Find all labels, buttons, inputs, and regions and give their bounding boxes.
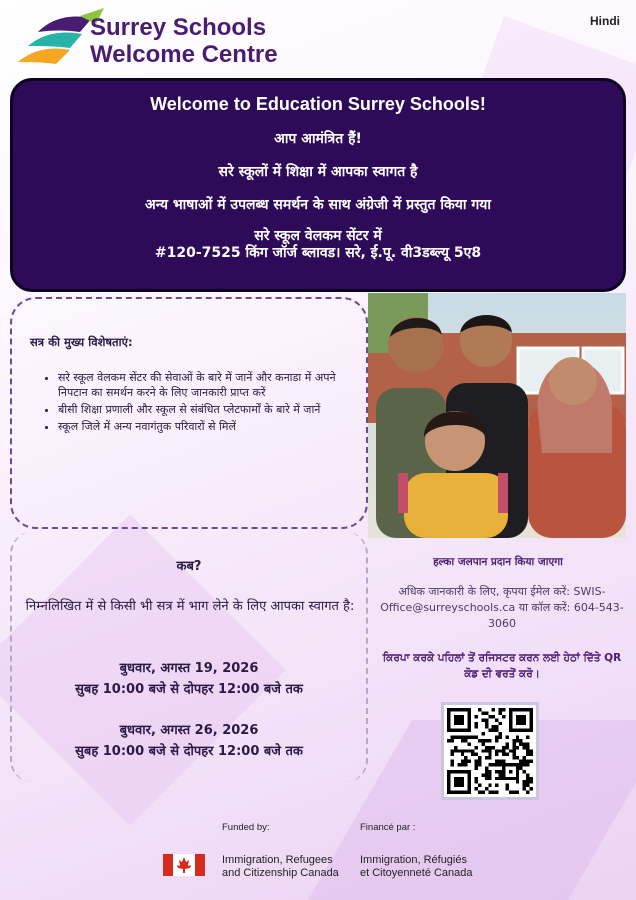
session-time: सुबह 10:00 बजे से दोपहर 12:00 बजे तक — [75, 744, 303, 759]
qr-instruction: ਕਿਰਪਾ ਕਰਕੇ ਪਹਿਲਾਂ ਤੋਂ ਰਜਿਸਟਰ ਕਰਨ ਲਈ ਹੇਠਾਂ ਦਿੱਤੇ QR ਕੋਡ ਦੀ ਵਰਤੋਂ ਕਰੋ। — [382, 652, 622, 680]
qr-code-icon[interactable] — [441, 702, 539, 800]
location-line-2: #120-7525 किंग जॉर्ज ब्लावड। सरे, ई.पू. वी3डब्ल्यू 5ए8 — [154, 245, 482, 261]
brand-line-1: Surrey Schools — [90, 14, 267, 41]
list-item: • बीसी शिक्षा प्रणाली और स्कूल से संबंधित प्लेटफार्मों के बारे में जानें — [58, 402, 346, 417]
welcome-text: सरे स्कूलों में शिक्षा में आपका स्वागत है — [218, 164, 418, 180]
contact-info: अधिक जानकारी के लिए, कृपया ईमेल करें: SWIS-Office@surreyschools.ca या कॉल करें: 604-543-3060 — [380, 585, 624, 630]
invited-text: आप आमंत्रित हैं! — [274, 131, 362, 147]
highlights-list — [30, 370, 346, 434]
family-photo-icon — [368, 293, 626, 538]
banner-title: Welcome to Education Surrey Schools! — [150, 94, 486, 114]
canada-flag-icon — [163, 854, 205, 876]
when-heading: कब? — [176, 559, 202, 574]
session-2 — [10, 720, 368, 762]
invite-text: निम्नलिखित में से किसी भी सत्र में भाग लेने के लिए आपका स्वागत है: — [25, 599, 355, 614]
session-time: सुबह 10:00 बजे से दोपहर 12:00 बजे तक — [75, 682, 303, 697]
list-item: • सरे स्कूल वेलकम सेंटर की सेवाओं के बारे में जानें और कनाडा में अपने निपटान का समर्थन करने के लिए जानकारी प्राप्त करें — [58, 370, 346, 400]
finance-par-label: Financé par : — [360, 822, 416, 833]
ircc-fr-line-1: Immigration, Réfugiés — [360, 854, 467, 866]
session-date: बुधवार, अगस्त 26, 2026 — [119, 723, 259, 738]
ircc-en-line-2: and Citizenship Canada — [222, 867, 339, 879]
refreshments-note: हल्का जलपान प्रदान किया जाएगा — [433, 556, 563, 568]
brand-line-2: Welcome Centre — [90, 41, 278, 68]
ircc-french — [360, 854, 473, 880]
welcome-banner — [10, 78, 626, 292]
session-highlights — [10, 297, 368, 529]
language-label: Hindi — [590, 14, 620, 28]
brand-name — [90, 14, 278, 68]
ircc-en-line-1: Immigration, Refugees — [222, 854, 333, 866]
ircc-fr-line-2: et Citoyenneté Canada — [360, 867, 473, 879]
ircc-english — [222, 854, 339, 880]
funded-by-label: Funded by: — [222, 822, 270, 833]
list-item: • स्कूल जिले में अन्य नवागंतुक परिवारों से मिलें — [58, 419, 346, 434]
session-1 — [10, 658, 368, 700]
location-line-1: सरे स्कूल वेलकम सेंटर में — [254, 228, 382, 244]
session-date: बुधवार, अगस्त 19, 2026 — [119, 661, 259, 676]
highlights-heading: सत्र की मुख्य विशेषताएं: — [30, 335, 133, 349]
language-note: अन्य भाषाओं में उपलब्ध समर्थन के साथ अंग्रेजी में प्रस्तुत किया गया — [145, 197, 491, 213]
